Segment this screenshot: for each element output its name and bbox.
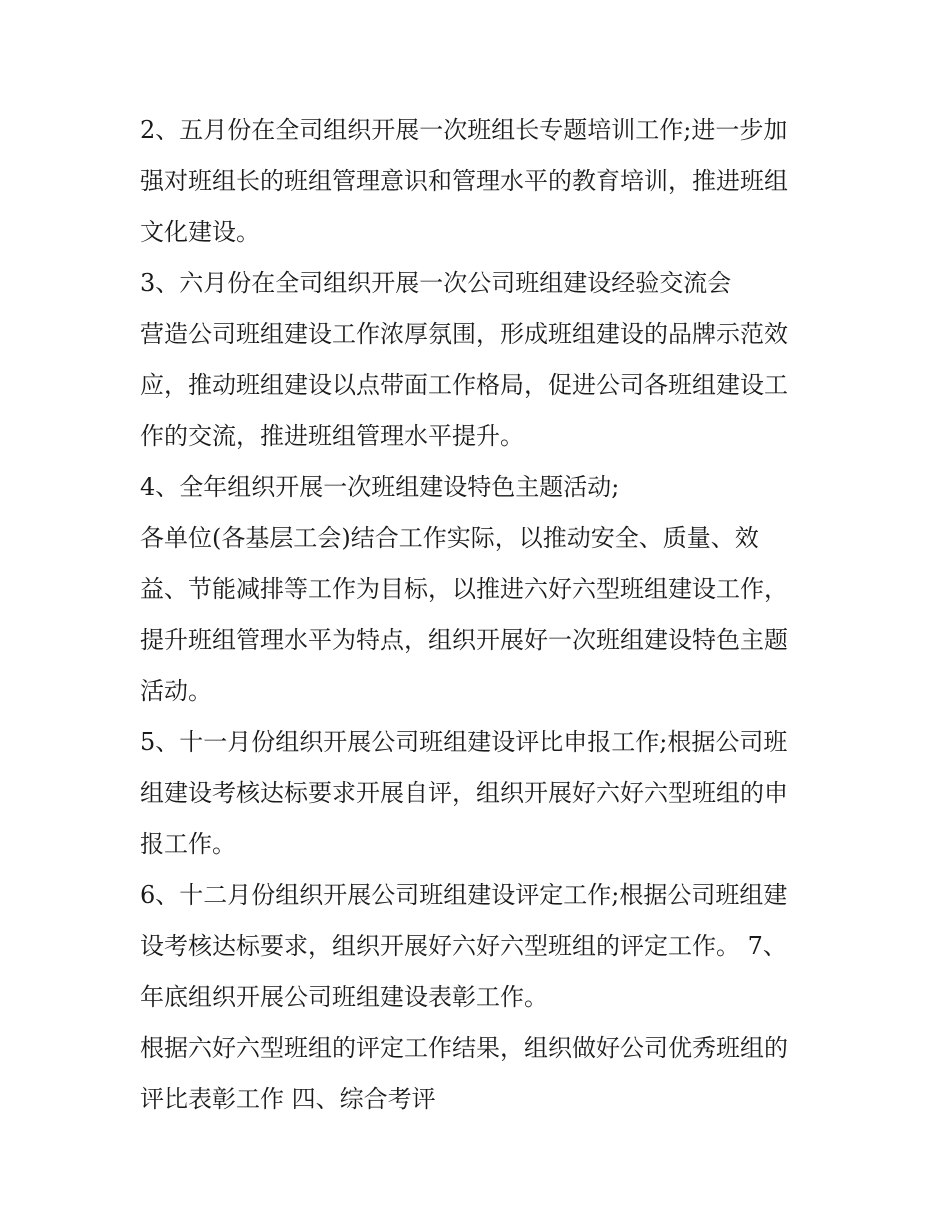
text-line: 报工作。	[140, 830, 236, 858]
text-line: 营造公司班组建设工作浓厚氛围，形成班组建设的品牌示范效	[140, 320, 788, 348]
text-line: 设考核达标要求，组织开展好六好六型班组的评定工作。 7、	[140, 932, 787, 960]
text-line: 强对班组长的班组管理意识和管理水平的教育培训，推进班组	[140, 167, 788, 195]
text-line: 2、五月份在全司组织开展一次班组长专题培训工作;进一步加	[140, 116, 788, 144]
text-line: 根据六好六型班组的评定工作结果，组织做好公司优秀班组的	[140, 1034, 788, 1062]
text-line: 益、节能减排等工作为目标，以推进六好六型班组建设工作，	[140, 575, 788, 603]
text-line: 3、六月份在全司组织开展一次公司班组建设经验交流会	[140, 269, 732, 297]
document-body	[140, 105, 820, 1125]
text-line: 评比表彰工作 四、综合考评	[140, 1085, 436, 1113]
text-line: 4、全年组织开展一次班组建设特色主题活动;	[140, 473, 620, 501]
text-line: 组建设考核达标要求开展自评，组织开展好六好六型班组的申	[140, 779, 788, 807]
text-line: 文化建设。	[140, 218, 260, 246]
text-line: 提升班组管理水平为特点，组织开展好一次班组建设特色主题	[140, 626, 788, 654]
text-line: 5、十一月份组织开展公司班组建设评比申报工作;根据公司班	[140, 728, 788, 756]
text-line: 活动。	[140, 677, 212, 705]
text-line: 各单位(各基层工会)结合工作实际，以推动安全、质量、效	[140, 524, 759, 552]
text-line: 应，推动班组建设以点带面工作格局，促进公司各班组建设工	[140, 371, 788, 399]
text-line: 年底组织开展公司班组建设表彰工作。	[140, 983, 548, 1011]
text-line: 6、十二月份组织开展公司班组建设评定工作;根据公司班组建	[140, 881, 788, 909]
text-line: 作的交流，推进班组管理水平提升。	[140, 422, 524, 450]
